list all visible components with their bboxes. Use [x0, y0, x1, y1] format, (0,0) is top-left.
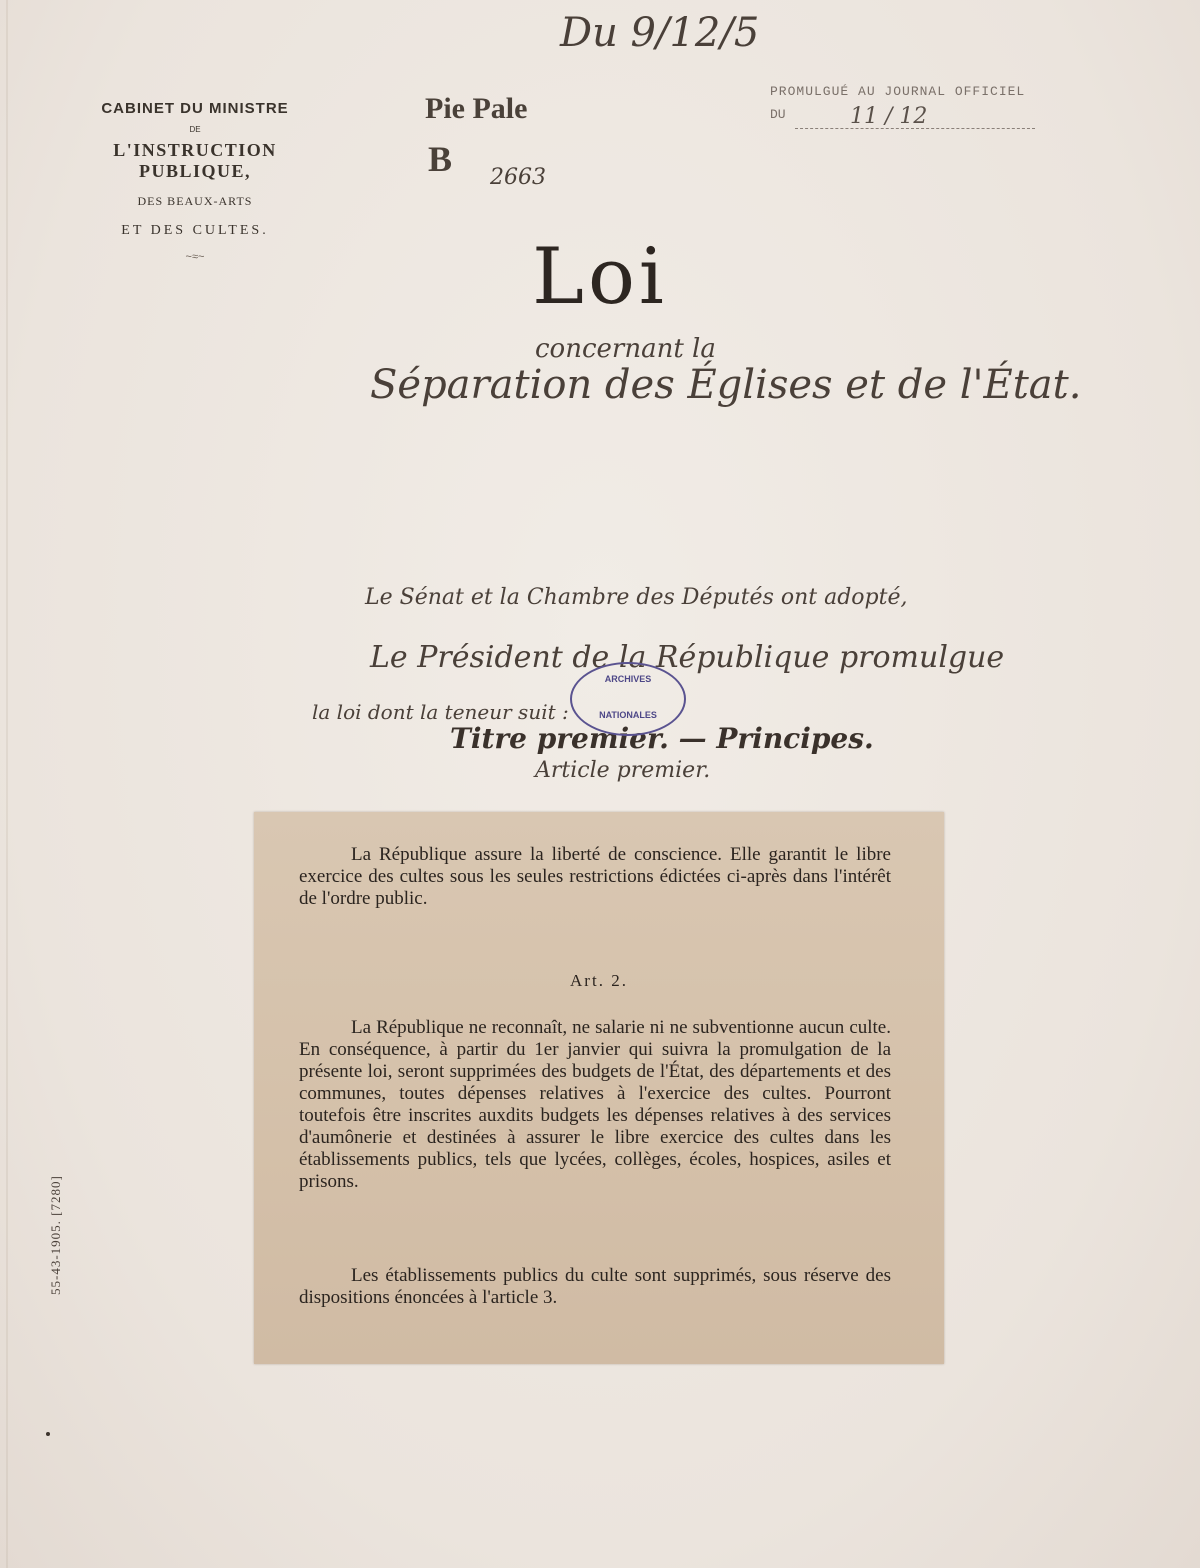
teneur-formula: la loi dont la teneur suit : — [312, 700, 569, 724]
document-title: Loi — [532, 232, 668, 322]
filing-stamp-line-1: Pie Pale — [425, 92, 528, 125]
archives-nationales-stamp — [570, 662, 686, 736]
article-premier-heading: Article premier. — [535, 758, 711, 783]
cabinet-line-1: CABINET DU MINISTRE — [101, 100, 289, 117]
article-2-heading: Art. 2. — [570, 971, 628, 990]
official-stamp-du: DU — [770, 107, 786, 122]
article-2-paragraph-1: La République ne reconnaît, ne salarie ni ne subventionne aucun culte. En conséquence, à partir du 1er janvier qui suivra la promulgation de la présente loi, seront supprimées des budgets de l'État, des départements et des communes, toutes dépenses relatives à l'exercice des cultes. Pourront toutefois être inscrites auxdits budgets les dépenses relatives à des services d'aumônerie et destinées à assurer le libre exercice des cultes dans les établissements publics, tels que lycées, collèges, écoles, hospices, asiles et prisons. — [299, 1017, 891, 1192]
cabinet-line-4: DES BEAUX-ARTS — [137, 194, 253, 208]
official-stamp-text: PROMULGUÉ AU JOURNAL OFFICIEL — [770, 84, 1026, 99]
article-2-paragraph-2: Les établissements publics du culte sont supprimés, sous réserve des dispositions énoncées à l'article 3. — [299, 1265, 891, 1308]
cabinet-line-3: L'INSTRUCTION PUBLIQUE, — [113, 140, 277, 181]
official-stamp-date: 11 / 12 — [850, 104, 928, 129]
article-1-text: La République assure la liberté de conscience. Elle garantit le libre exercice des cultes sous les seules restrictions édictées ci-après dans l'intérêt de l'ordre public. — [299, 844, 891, 909]
titre-premier-heading: Titre premier. — Principes. — [450, 722, 874, 755]
ornament-divider: ~≈~ — [185, 251, 205, 263]
printed-clipping — [254, 812, 944, 1364]
handwritten-ref-number: 2663 — [490, 165, 546, 190]
ink-speck — [46, 1432, 50, 1436]
cabinet-line-2: DE — [189, 125, 201, 134]
printer-margin-code: 55-43-1905. [7280] — [48, 1175, 63, 1295]
handwritten-date-note: Du 9/12/5 — [560, 10, 760, 56]
journal-officiel-stamp — [770, 84, 1060, 129]
archive-stamp-bottom: NATIONALES — [599, 710, 657, 720]
title-concernant: concernant la — [535, 334, 716, 364]
archive-stamp-top: ARCHIVES — [604, 674, 652, 684]
adoption-formula: Le Sénat et la Chambre des Députés ont adopté, — [365, 585, 908, 610]
president-formula: Le Président de la République promulgue — [370, 640, 1005, 675]
cabinet-line-5: ET DES CULTES. — [121, 223, 269, 238]
filing-stamp-line-2: B — [428, 139, 453, 179]
title-subject: Séparation des Églises et de l'État. — [370, 362, 1082, 408]
